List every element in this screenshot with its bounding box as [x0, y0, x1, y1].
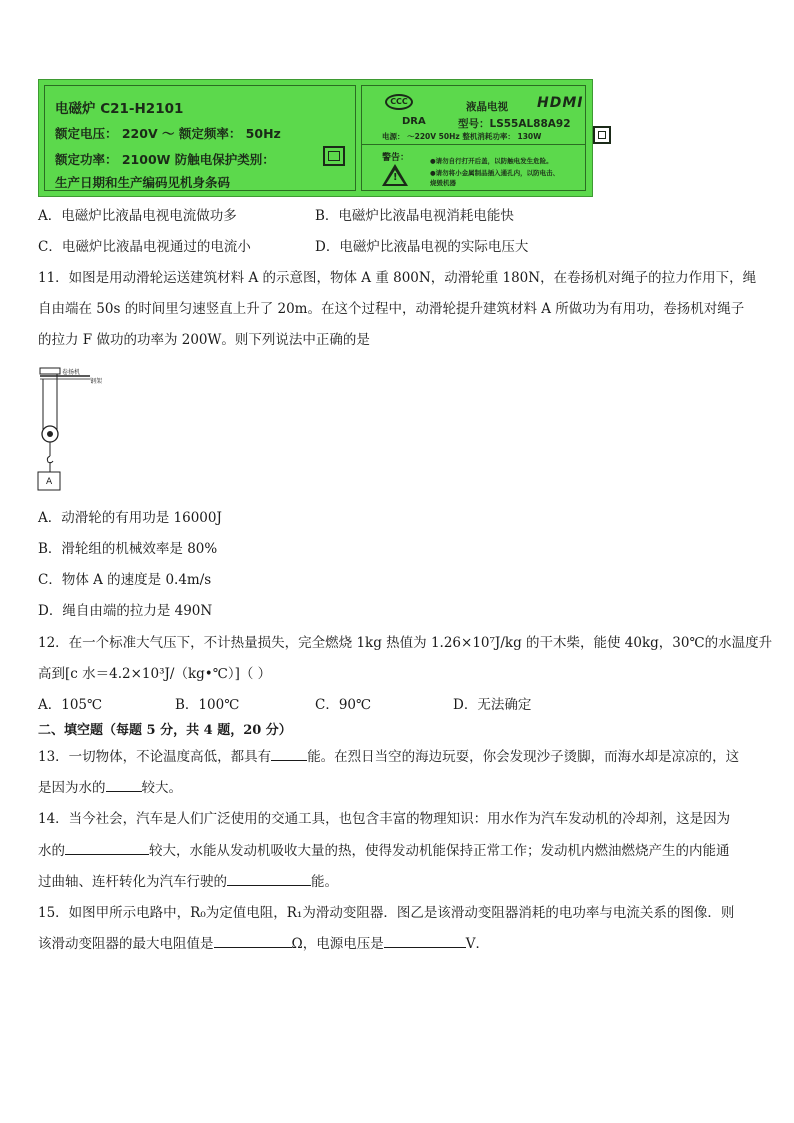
block-a-label: A [46, 477, 53, 487]
q12-stem-line-2: 高到[c 水＝4.2×10³J/（kg•℃）]（ ） [38, 666, 272, 682]
q13-line-2: 是因为水的 较大。 [38, 780, 182, 796]
cooker-voltage: 额定电压： 220V ～ 额定频率： 50Hz [55, 126, 281, 141]
q10-option-b: B．电磁炉比液晶电视消耗电能快 [315, 208, 514, 224]
q10-option-a: A．电磁炉比液晶电视电流做功多 [38, 208, 237, 224]
section-heading: 二、填空题（每题 5 分，共 4 题，20 分） [38, 723, 292, 738]
hook-icon [47, 456, 53, 463]
warning-label: 警告： [382, 153, 410, 163]
answer-blank[interactable] [106, 790, 142, 792]
winch-label: 卷扬机 [62, 369, 81, 376]
q11-stem-line-2: 自由端在 50s 的时间里匀速竖直上升了 20m。在这个过程中，动滑轮提升建筑材料 A 所做功为有用功，卷扬机对绳子 [38, 301, 745, 317]
cooker-title: 电磁炉 C21-H2101 [55, 101, 184, 117]
hdmi-logo-icon: HDMI [537, 95, 584, 111]
pulley-svg [34, 364, 124, 494]
cooker-power: 额定功率： 2100W 防触电保护类别： [55, 152, 275, 167]
q11-option-c: C．物体 A 的速度是 0.4m/s [38, 572, 212, 588]
q11-option-d: D．绳自由端的拉力是 490N [38, 603, 213, 619]
q12-option-a: A．105℃ [38, 697, 103, 713]
winch-icon [40, 368, 60, 374]
q12-option-b: B．100℃ [175, 697, 240, 713]
tv-power: 电源： ～220V 50Hz 整机消耗功率： 130W [382, 132, 542, 141]
answer-blank[interactable] [227, 884, 311, 886]
warning-text-3: 烧毁机器 [430, 179, 456, 187]
answer-blank[interactable] [384, 946, 466, 948]
q11-stem-line-3: 的拉力 F 做功的功率为 200W。则下列说法中正确的是 [38, 332, 370, 348]
cooker-date: 生产日期和生产编码见机身条码 [55, 175, 231, 190]
q12-option-d: D．无法确定 [453, 697, 532, 713]
class-ii-symbol-icon [593, 126, 611, 144]
q12-option-c: C．90℃ [315, 697, 372, 713]
tv-product-name: 液晶电视 [466, 101, 508, 113]
ccc-cert-icon: CCC [385, 94, 413, 110]
frame-label: 钢架 [90, 378, 103, 385]
class-ii-symbol-icon [323, 146, 345, 166]
q14-line-3: 过曲轴、连杆转化为汽车行驶的 能。 [38, 874, 338, 890]
warning-text-1: ●请勿自行打开后盖，以防触电发生危险。 [430, 157, 553, 165]
q10-option-c: C．电磁炉比液晶电视通过的电流小 [38, 239, 251, 255]
q15-line-1: 15．如图甲所示电路中，R₀为定值电阻，R₁为滑动变阻器．图乙是该滑动变阻器消耗的电功率与电流关系的图像．则 [38, 905, 735, 921]
induction-cooker-nameplate [44, 85, 356, 191]
q12-stem-line-1: 12．在一个标准大气压下，不计热量损失，完全燃烧 1kg 热值为 1.26×10⁷J/kg 的干木柴，能使 40kg，30℃的水温度升 [38, 635, 773, 651]
lcd-tv-nameplate [361, 85, 586, 191]
q14-line-1: 14．当今社会，汽车是人们广泛使用的交通工具，也包含丰富的物理知识：用水作为汽车发动机的冷却剂，这是因为 [38, 811, 731, 827]
q11-option-a: A．动滑轮的有用功是 16000J [38, 510, 222, 526]
divider [362, 144, 585, 145]
answer-blank[interactable] [214, 946, 292, 948]
q15-line-2: 该滑动变阻器的最大电阻值是 Ω，电源电压是 V． [38, 936, 489, 952]
exclamation-icon: ! [393, 172, 398, 183]
q10-option-d: D．电磁炉比液晶电视的实际电压大 [315, 239, 529, 255]
q11-stem-line-1: 11．如图是用动滑轮运送建筑材料 A 的示意图，物体 A 重 800N，动滑轮重 180N，在卷扬机对绳子的拉力作用下，绳 [38, 270, 757, 286]
q11-option-b: B．滑轮组的机械效率是 80% [38, 541, 218, 557]
q14-line-2: 水的 较大，水能从发动机吸收大量的热，使得发动机能保持正常工作；发动机内燃油燃烧产生的内能通 [38, 843, 730, 859]
answer-blank[interactable] [65, 853, 149, 855]
q13-line-1: 13．一切物体，不论温度高低，都具有 能。在烈日当空的海边玩耍，你会发现沙子烫脚，而海水却是凉凉的，这 [38, 749, 740, 765]
pulley-diagram [34, 364, 124, 494]
warning-text-2: ●请勿将小金属制品插入通孔内，以防电击、 [430, 169, 560, 177]
dra-label: DRA [402, 116, 426, 127]
answer-blank[interactable] [271, 759, 307, 761]
tv-model: 型号：LS55AL88A92 [458, 118, 571, 130]
nameplate-image [38, 79, 593, 197]
